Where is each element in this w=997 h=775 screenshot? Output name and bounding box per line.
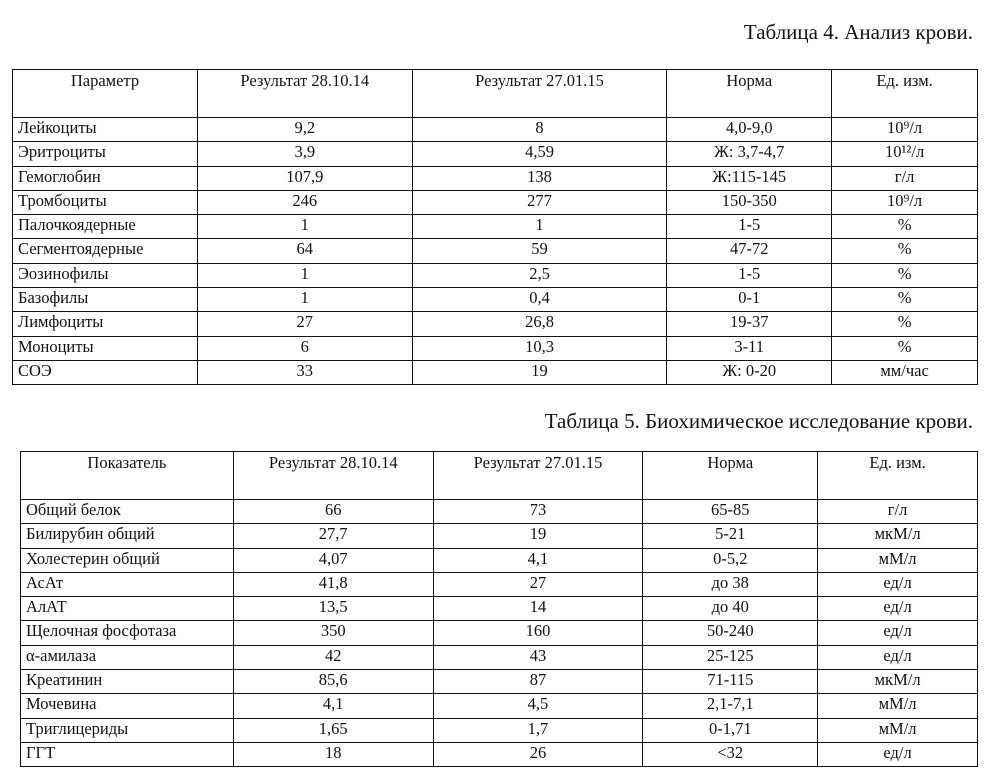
table-row bbox=[21, 500, 978, 524]
cell-result-2: 4,5 bbox=[433, 694, 643, 718]
cell-result-1: 4,1 bbox=[233, 694, 433, 718]
cell-param: Базофилы bbox=[13, 288, 198, 312]
cell-unit: ед/л bbox=[818, 645, 978, 669]
cell-result-2: 10,3 bbox=[412, 336, 667, 360]
cell-unit: мкМ/л bbox=[818, 670, 978, 694]
cell-unit: % bbox=[832, 215, 978, 239]
cell-result-1: 6 bbox=[197, 336, 412, 360]
cell-norm: 65-85 bbox=[643, 500, 818, 524]
cell-norm: 1-5 bbox=[667, 263, 832, 287]
cell-param: Билирубин общий bbox=[21, 524, 234, 548]
cell-norm: Ж:115-145 bbox=[667, 166, 832, 190]
cell-unit: % bbox=[832, 336, 978, 360]
table-row bbox=[13, 118, 978, 142]
cell-unit: % bbox=[832, 288, 978, 312]
cell-unit: 10⁹/л bbox=[832, 190, 978, 214]
table-row bbox=[21, 742, 978, 766]
cell-result-2: 43 bbox=[433, 645, 643, 669]
table-row bbox=[21, 670, 978, 694]
cell-norm: 150-350 bbox=[667, 190, 832, 214]
header-unit: Ед. изм. bbox=[832, 70, 978, 118]
cell-result-2: 19 bbox=[412, 360, 667, 384]
table-header-row bbox=[21, 452, 978, 500]
table-row bbox=[21, 524, 978, 548]
cell-result-1: 1 bbox=[197, 263, 412, 287]
cell-result-2: 26,8 bbox=[412, 312, 667, 336]
cell-result-1: 27 bbox=[197, 312, 412, 336]
cell-param: АсАт bbox=[21, 572, 234, 596]
cell-param: Холестерин общий bbox=[21, 548, 234, 572]
cell-unit: мМ/л bbox=[818, 694, 978, 718]
cell-result-1: 9,2 bbox=[197, 118, 412, 142]
cell-param: СОЭ bbox=[13, 360, 198, 384]
header-result-1: Результат 28.10.14 bbox=[197, 70, 412, 118]
cell-param: Эритроциты bbox=[13, 142, 198, 166]
table-row bbox=[13, 263, 978, 287]
cell-result-1: 1 bbox=[197, 288, 412, 312]
cell-param: Лимфоциты bbox=[13, 312, 198, 336]
table-row bbox=[21, 597, 978, 621]
cell-result-2: 73 bbox=[433, 500, 643, 524]
table-row bbox=[21, 718, 978, 742]
cell-result-2: 4,59 bbox=[412, 142, 667, 166]
cell-param: Креатинин bbox=[21, 670, 234, 694]
cell-norm: 19-37 bbox=[667, 312, 832, 336]
cell-norm: 25-125 bbox=[643, 645, 818, 669]
cell-result-1: 64 bbox=[197, 239, 412, 263]
cell-norm: до 40 bbox=[643, 597, 818, 621]
cell-result-1: 4,07 bbox=[233, 548, 433, 572]
cell-norm: 4,0-9,0 bbox=[667, 118, 832, 142]
cell-norm: 71-115 bbox=[643, 670, 818, 694]
table5-caption: Таблица 5. Биохимическое исследование крови. bbox=[544, 409, 973, 433]
cell-norm: 47-72 bbox=[667, 239, 832, 263]
cell-norm: 2,1-7,1 bbox=[643, 694, 818, 718]
cell-result-2: 26 bbox=[433, 742, 643, 766]
table-row bbox=[13, 288, 978, 312]
cell-unit: мМ/л bbox=[818, 718, 978, 742]
cell-result-1: 107,9 bbox=[197, 166, 412, 190]
cell-norm: 5-21 bbox=[643, 524, 818, 548]
cell-result-1: 27,7 bbox=[233, 524, 433, 548]
table-row bbox=[13, 215, 978, 239]
cell-param: Эозинофилы bbox=[13, 263, 198, 287]
cell-norm: 0-5,2 bbox=[643, 548, 818, 572]
table-header-row bbox=[13, 70, 978, 118]
cell-param: Мочевина bbox=[21, 694, 234, 718]
cell-param: Гемоглобин bbox=[13, 166, 198, 190]
cell-unit: 10¹²/л bbox=[832, 142, 978, 166]
header-parameter: Параметр bbox=[13, 70, 198, 118]
cell-result-1: 41,8 bbox=[233, 572, 433, 596]
cell-result-2: 59 bbox=[412, 239, 667, 263]
cell-param: Триглицериды bbox=[21, 718, 234, 742]
cell-param: Тромбоциты bbox=[13, 190, 198, 214]
cell-result-1: 42 bbox=[233, 645, 433, 669]
table-row bbox=[21, 694, 978, 718]
cell-result-2: 2,5 bbox=[412, 263, 667, 287]
cell-result-2: 14 bbox=[433, 597, 643, 621]
biochemistry-table bbox=[20, 451, 978, 767]
cell-param: Моноциты bbox=[13, 336, 198, 360]
cell-unit: 10⁹/л bbox=[832, 118, 978, 142]
header-result-2: Результат 27.01.15 bbox=[433, 452, 643, 500]
header-result-1: Результат 28.10.14 bbox=[233, 452, 433, 500]
cell-param: Лейкоциты bbox=[13, 118, 198, 142]
cell-unit: ед/л bbox=[818, 621, 978, 645]
cell-result-2: 19 bbox=[433, 524, 643, 548]
cell-unit: % bbox=[832, 312, 978, 336]
cell-unit: мм/час bbox=[832, 360, 978, 384]
cell-result-1: 66 bbox=[233, 500, 433, 524]
cell-unit: ед/л bbox=[818, 572, 978, 596]
cell-result-2: 8 bbox=[412, 118, 667, 142]
cell-result-2: 160 bbox=[433, 621, 643, 645]
cell-norm: <32 bbox=[643, 742, 818, 766]
table-row bbox=[21, 548, 978, 572]
cell-param: α-амилаза bbox=[21, 645, 234, 669]
header-result-2: Результат 27.01.15 bbox=[412, 70, 667, 118]
cell-result-2: 1,7 bbox=[433, 718, 643, 742]
cell-param: Палочкоядерные bbox=[13, 215, 198, 239]
cell-unit: г/л bbox=[832, 166, 978, 190]
cell-norm: Ж: 0-20 bbox=[667, 360, 832, 384]
blood-analysis-table bbox=[12, 69, 978, 385]
cell-result-1: 246 bbox=[197, 190, 412, 214]
cell-norm: 50-240 bbox=[643, 621, 818, 645]
cell-param: Общий белок bbox=[21, 500, 234, 524]
header-unit: Ед. изм. bbox=[818, 452, 978, 500]
cell-unit: г/л bbox=[818, 500, 978, 524]
table-row bbox=[13, 142, 978, 166]
cell-result-1: 1,65 bbox=[233, 718, 433, 742]
cell-result-1: 85,6 bbox=[233, 670, 433, 694]
cell-unit: ед/л bbox=[818, 742, 978, 766]
table-row bbox=[21, 572, 978, 596]
cell-result-2: 277 bbox=[412, 190, 667, 214]
cell-param: ГГТ bbox=[21, 742, 234, 766]
cell-norm: 1-5 bbox=[667, 215, 832, 239]
cell-result-2: 87 bbox=[433, 670, 643, 694]
table-row bbox=[13, 336, 978, 360]
cell-unit: ед/л bbox=[818, 597, 978, 621]
header-norm: Норма bbox=[643, 452, 818, 500]
cell-result-2: 4,1 bbox=[433, 548, 643, 572]
cell-norm: Ж: 3,7-4,7 bbox=[667, 142, 832, 166]
cell-norm: 0-1,71 bbox=[643, 718, 818, 742]
cell-result-2: 0,4 bbox=[412, 288, 667, 312]
table-row bbox=[13, 166, 978, 190]
cell-norm: до 38 bbox=[643, 572, 818, 596]
table-row bbox=[13, 239, 978, 263]
cell-norm: 3-11 bbox=[667, 336, 832, 360]
table-row bbox=[13, 360, 978, 384]
cell-unit: % bbox=[832, 239, 978, 263]
cell-unit: мкМ/л bbox=[818, 524, 978, 548]
table-row bbox=[21, 645, 978, 669]
cell-result-1: 18 bbox=[233, 742, 433, 766]
table4-caption: Таблица 4. Анализ крови. bbox=[743, 20, 973, 44]
cell-param: Сегментоядерные bbox=[13, 239, 198, 263]
cell-result-1: 13,5 bbox=[233, 597, 433, 621]
header-norm: Норма bbox=[667, 70, 832, 118]
cell-param: АлАТ bbox=[21, 597, 234, 621]
cell-result-2: 138 bbox=[412, 166, 667, 190]
cell-param: Щелочная фосфотаза bbox=[21, 621, 234, 645]
cell-unit: мМ/л bbox=[818, 548, 978, 572]
table-row bbox=[21, 621, 978, 645]
header-indicator: Показатель bbox=[21, 452, 234, 500]
cell-result-1: 33 bbox=[197, 360, 412, 384]
cell-result-1: 3,9 bbox=[197, 142, 412, 166]
cell-result-1: 350 bbox=[233, 621, 433, 645]
cell-result-1: 1 bbox=[197, 215, 412, 239]
cell-norm: 0-1 bbox=[667, 288, 832, 312]
table-row bbox=[13, 312, 978, 336]
cell-result-2: 1 bbox=[412, 215, 667, 239]
cell-result-2: 27 bbox=[433, 572, 643, 596]
cell-unit: % bbox=[832, 263, 978, 287]
table-row bbox=[13, 190, 978, 214]
